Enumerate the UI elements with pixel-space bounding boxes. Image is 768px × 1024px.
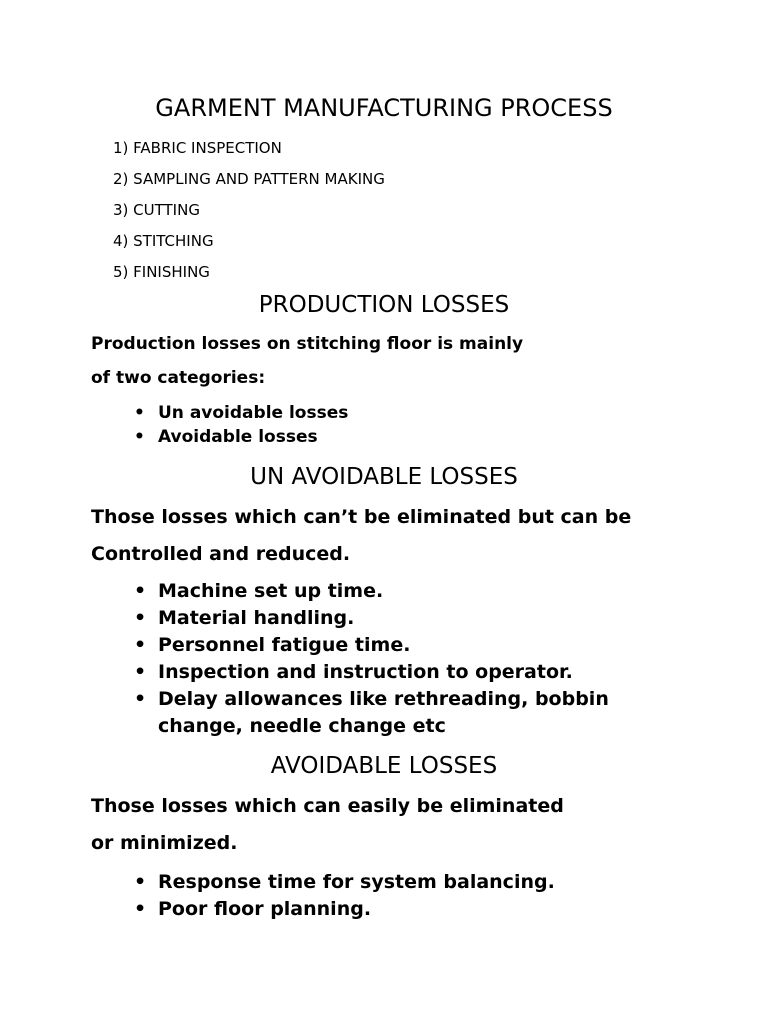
process-step: 5) FINISHING	[113, 263, 210, 281]
bullet-icon: •	[134, 427, 145, 447]
loss-categories-list	[134, 401, 349, 449]
list-item	[134, 578, 609, 605]
bullet-icon: •	[134, 898, 147, 920]
avoidable-losses-heading: AVOIDABLE LOSSES	[270, 753, 498, 779]
list-item-text: Inspection and instruction to operator.	[158, 661, 573, 683]
list-item-text: Un avoidable losses	[158, 403, 349, 423]
list-item-text: Personnel fatigue time.	[158, 634, 411, 656]
list-item-text: Material handling.	[158, 607, 355, 629]
bullet-icon: •	[134, 634, 147, 656]
bullet-icon: •	[134, 607, 147, 629]
production-losses-intro-line2: of two categories:	[91, 368, 266, 388]
bullet-icon: •	[134, 661, 147, 683]
bullet-icon: •	[134, 580, 147, 602]
list-item-text: Poor floor planning.	[158, 898, 372, 920]
process-steps-list	[113, 133, 385, 288]
unavoidable-losses-list	[134, 578, 609, 740]
list-item-text: change, needle change etc	[158, 715, 446, 737]
bullet-icon: •	[134, 871, 147, 893]
list-item-text: Response time for system balancing.	[158, 871, 555, 893]
unavoidable-intro-line2: Controlled and reduced.	[91, 543, 351, 565]
list-item	[134, 632, 609, 659]
list-item-continuation	[158, 713, 609, 740]
unavoidable-losses-heading: UN AVOIDABLE LOSSES	[250, 464, 518, 490]
avoidable-intro-line1: Those losses which can easily be eliminated	[91, 795, 564, 817]
avoidable-losses-list	[134, 869, 555, 923]
process-step: 2) SAMPLING AND PATTERN MAKING	[113, 170, 385, 188]
list-item	[134, 686, 609, 713]
list-item-text: Delay allowances like rethreading, bobbin	[158, 688, 609, 710]
process-step: 4) STITCHING	[113, 232, 214, 250]
list-item	[134, 401, 349, 425]
production-losses-heading: PRODUCTION LOSSES	[258, 292, 510, 318]
list-item	[134, 425, 348, 449]
process-step: 3) CUTTING	[113, 201, 200, 219]
avoidable-intro-line2: or minimized.	[91, 832, 238, 854]
list-item	[134, 896, 555, 923]
document-title: GARMENT MANUFACTURING PROCESS	[155, 94, 613, 122]
unavoidable-intro-line1: Those losses which can’t be eliminated but can be	[91, 506, 632, 528]
bullet-icon: •	[134, 688, 147, 710]
list-item	[134, 869, 555, 896]
process-step: 1) FABRIC INSPECTION	[113, 139, 282, 157]
list-item	[134, 605, 609, 632]
production-losses-intro-line1: Production losses on stitching floor is mainly	[91, 334, 524, 354]
list-item	[134, 659, 609, 686]
bullet-icon: •	[134, 403, 145, 423]
list-item-text: Avoidable losses	[158, 427, 318, 447]
list-item-text: Machine set up time.	[158, 580, 384, 602]
